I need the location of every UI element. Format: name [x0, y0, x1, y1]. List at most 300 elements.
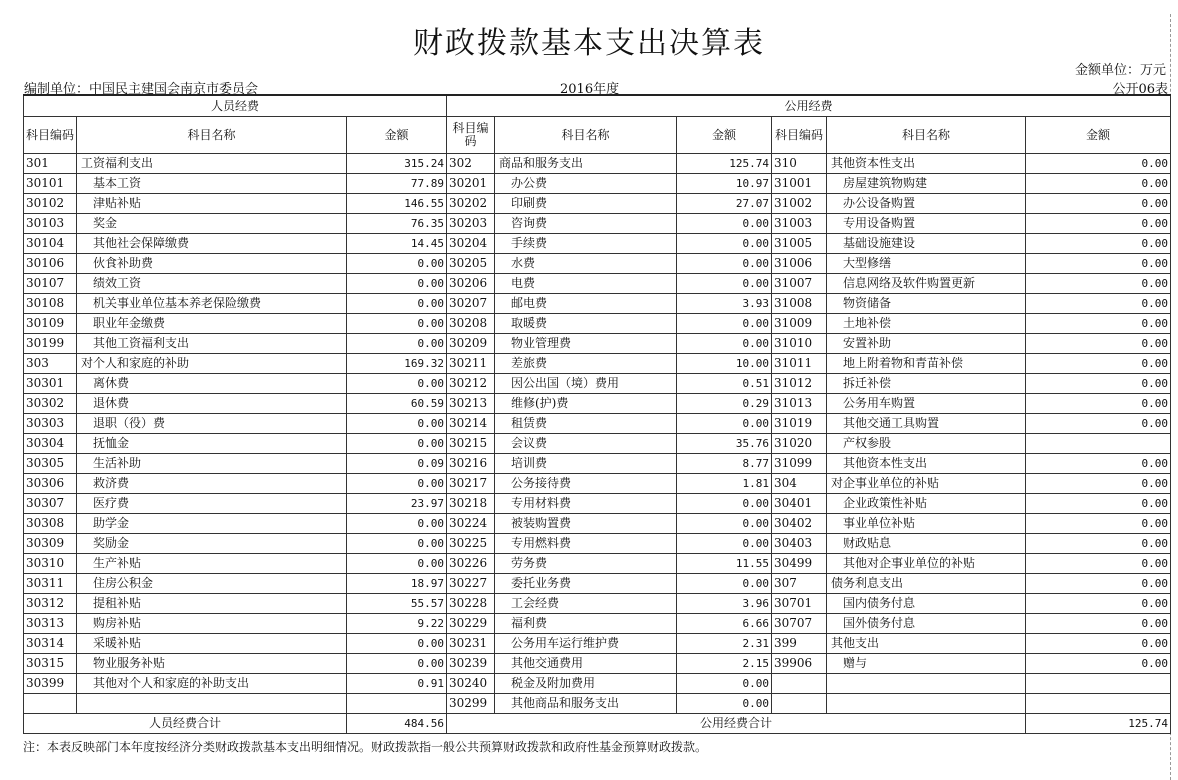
subject-code: 30226	[447, 554, 495, 574]
public-total-label: 公用经费合计	[447, 714, 1026, 734]
amount-value: 0.00	[677, 534, 772, 554]
subject-code: 30209	[447, 334, 495, 354]
amount-value: 0.00	[677, 494, 772, 514]
form-number: 公开06表	[1112, 82, 1168, 97]
subject-name	[827, 674, 1026, 694]
subject-code: 30307	[24, 494, 77, 514]
subject-code: 30199	[24, 334, 77, 354]
organization-label: 编制单位：中国民主建国会南京市委员会	[24, 82, 259, 97]
subject-name: 税金及附加费用	[495, 674, 677, 694]
subject-code: 30206	[447, 274, 495, 294]
subject-name: 财政贴息	[827, 534, 1026, 554]
subject-code: 30103	[24, 214, 77, 234]
amount-value: 0.29	[677, 394, 772, 414]
subject-name: 其他工资福利支出	[77, 334, 347, 354]
subject-code: 31007	[772, 274, 827, 294]
table-row	[24, 274, 1171, 294]
subject-name: 大型修缮	[827, 254, 1026, 274]
subject-code: 30228	[447, 594, 495, 614]
subject-code: 30304	[24, 434, 77, 454]
subject-code	[772, 674, 827, 694]
table-row	[24, 414, 1171, 434]
section-personnel: 人员经费	[24, 95, 447, 117]
subject-code: 30214	[447, 414, 495, 434]
amount-value: 2.15	[677, 654, 772, 674]
subject-name: 其他商品和服务支出	[495, 694, 677, 714]
subject-code: 30216	[447, 454, 495, 474]
amount-value: 0.00	[1026, 634, 1171, 654]
subject-code: 30401	[772, 494, 827, 514]
amount-value: 0.00	[1026, 174, 1171, 194]
subject-name: 对企事业单位的补贴	[827, 474, 1026, 494]
subject-code: 30218	[447, 494, 495, 514]
subject-name: 基础设施建设	[827, 234, 1026, 254]
amount-value	[1026, 674, 1171, 694]
subject-code: 31012	[772, 374, 827, 394]
subject-name: 公务用车运行维护费	[495, 634, 677, 654]
subject-code: 30701	[772, 594, 827, 614]
subject-code: 31020	[772, 434, 827, 454]
amount-value: 0.51	[677, 374, 772, 394]
amount-value: 55.57	[347, 594, 447, 614]
table-row	[24, 554, 1171, 574]
amount-value: 0.00	[677, 334, 772, 354]
subject-name: 水费	[495, 254, 677, 274]
col-header-name: 科目名称	[495, 117, 677, 154]
amount-value: 0.00	[1026, 574, 1171, 594]
subject-code: 31003	[772, 214, 827, 234]
subject-name: 基本工资	[77, 174, 347, 194]
amount-value: 0.00	[1026, 614, 1171, 634]
subject-name: 机关事业单位基本养老保险缴费	[77, 294, 347, 314]
subject-name: 其他社会保障缴费	[77, 234, 347, 254]
amount-value: 9.22	[347, 614, 447, 634]
subject-name: 债务利息支出	[827, 574, 1026, 594]
amount-value: 0.00	[1026, 534, 1171, 554]
subject-name: 租赁费	[495, 414, 677, 434]
subject-code: 30403	[772, 534, 827, 554]
table-row	[24, 534, 1171, 554]
subject-name: 差旅费	[495, 354, 677, 374]
subject-name: 奖金	[77, 214, 347, 234]
subject-name: 工资福利支出	[77, 154, 347, 174]
subject-name: 赠与	[827, 654, 1026, 674]
col-header-name: 科目名称	[827, 117, 1026, 154]
subject-name: 因公出国（境）费用	[495, 374, 677, 394]
subject-name: 土地补偿	[827, 314, 1026, 334]
table-row	[24, 654, 1171, 674]
subject-code: 30231	[447, 634, 495, 654]
subject-code: 302	[447, 154, 495, 174]
subject-code: 31099	[772, 454, 827, 474]
table-row	[24, 154, 1171, 174]
subject-name: 其他交通工具购置	[827, 414, 1026, 434]
col-header-amount: 金额	[1026, 117, 1171, 154]
subject-code: 30207	[447, 294, 495, 314]
subject-code: 30306	[24, 474, 77, 494]
amount-value: 11.55	[677, 554, 772, 574]
subject-code: 30225	[447, 534, 495, 554]
footnote: 注：本表反映部门本年度按经济分类财政拨款基本支出明细情况。财政拨款指一般公共预算财政拨款和政府性基金预算财政拨款。	[23, 740, 708, 754]
amount-value: 8.77	[677, 454, 772, 474]
subject-name: 印刷费	[495, 194, 677, 214]
amount-value: 0.00	[677, 574, 772, 594]
amount-value: 0.00	[677, 274, 772, 294]
amount-value	[1026, 694, 1171, 714]
subject-name: 其他支出	[827, 634, 1026, 654]
amount-value: 0.00	[677, 234, 772, 254]
subject-name: 工会经费	[495, 594, 677, 614]
subject-name: 退职（役）费	[77, 414, 347, 434]
subject-name: 咨询费	[495, 214, 677, 234]
subject-name: 其他对个人和家庭的补助支出	[77, 674, 347, 694]
subject-name: 邮电费	[495, 294, 677, 314]
amount-value: 0.00	[1026, 414, 1171, 434]
subject-name: 采暖补贴	[77, 634, 347, 654]
subject-name: 其他资本性支出	[827, 154, 1026, 174]
table-row	[24, 194, 1171, 214]
amount-value: 0.00	[347, 534, 447, 554]
subject-name: 其他资本性支出	[827, 454, 1026, 474]
subject-code: 30312	[24, 594, 77, 614]
subject-name: 其他交通费用	[495, 654, 677, 674]
subject-name: 物业管理费	[495, 334, 677, 354]
subject-code: 30311	[24, 574, 77, 594]
subject-code: 310	[772, 154, 827, 174]
amount-value: 0.00	[347, 634, 447, 654]
subject-name: 国内债务付息	[827, 594, 1026, 614]
amount-value: 0.00	[347, 374, 447, 394]
subject-code: 30309	[24, 534, 77, 554]
amount-value: 0.00	[1026, 494, 1171, 514]
amount-value: 0.00	[1026, 294, 1171, 314]
subject-code: 30707	[772, 614, 827, 634]
subject-code: 304	[772, 474, 827, 494]
subject-code: 30402	[772, 514, 827, 534]
table-row	[24, 494, 1171, 514]
subject-name: 办公设备购置	[827, 194, 1026, 214]
subject-name: 奖励金	[77, 534, 347, 554]
subject-code: 30217	[447, 474, 495, 494]
amount-value: 0.00	[677, 254, 772, 274]
amount-value: 146.55	[347, 194, 447, 214]
page-title: 财政拨款基本支出决算表	[413, 26, 765, 61]
subject-code: 30208	[447, 314, 495, 334]
subject-code: 303	[24, 354, 77, 374]
subject-code: 30204	[447, 234, 495, 254]
table-row	[24, 514, 1171, 534]
amount-value: 23.97	[347, 494, 447, 514]
amount-value: 10.97	[677, 174, 772, 194]
amount-value: 0.00	[1026, 474, 1171, 494]
subject-code: 30213	[447, 394, 495, 414]
table-row	[24, 294, 1171, 314]
subject-code	[24, 694, 77, 714]
amount-value: 0.00	[347, 314, 447, 334]
expenditure-table	[23, 94, 1171, 734]
subject-code: 307	[772, 574, 827, 594]
amount-value: 169.32	[347, 354, 447, 374]
subject-name: 提租补贴	[77, 594, 347, 614]
subject-name: 生活补助	[77, 454, 347, 474]
amount-value: 3.96	[677, 594, 772, 614]
subject-name: 房屋建筑物购建	[827, 174, 1026, 194]
subject-code: 30302	[24, 394, 77, 414]
amount-value: 27.07	[677, 194, 772, 214]
subject-name	[77, 694, 347, 714]
subject-code: 30315	[24, 654, 77, 674]
subject-code: 31019	[772, 414, 827, 434]
subject-name: 电费	[495, 274, 677, 294]
subject-code: 30314	[24, 634, 77, 654]
table-row	[24, 354, 1171, 374]
subject-name: 公务接待费	[495, 474, 677, 494]
amount-value: 0.00	[1026, 514, 1171, 534]
subject-code: 30240	[447, 674, 495, 694]
subject-name: 津贴补贴	[77, 194, 347, 214]
amount-value: 0.00	[1026, 194, 1171, 214]
amount-value: 0.00	[1026, 374, 1171, 394]
col-header-name: 科目名称	[77, 117, 347, 154]
subject-name: 伙食补助费	[77, 254, 347, 274]
subject-code: 30106	[24, 254, 77, 274]
amount-value: 0.00	[347, 654, 447, 674]
subject-name: 取暖费	[495, 314, 677, 334]
subject-name: 对个人和家庭的补助	[77, 354, 347, 374]
amount-value	[347, 694, 447, 714]
table-row	[24, 334, 1171, 354]
table-row	[24, 474, 1171, 494]
subject-name: 被装购置费	[495, 514, 677, 534]
subject-code: 30215	[447, 434, 495, 454]
subject-name: 救济费	[77, 474, 347, 494]
amount-value: 0.91	[347, 674, 447, 694]
table-row	[24, 174, 1171, 194]
amount-value: 0.00	[347, 254, 447, 274]
subject-code: 30229	[447, 614, 495, 634]
subject-code: 31001	[772, 174, 827, 194]
subject-name: 信息网络及软件购置更新	[827, 274, 1026, 294]
amount-value: 35.76	[677, 434, 772, 454]
subject-code: 399	[772, 634, 827, 654]
amount-value: 0.00	[1026, 254, 1171, 274]
amount-value: 0.00	[1026, 354, 1171, 374]
subject-code: 30211	[447, 354, 495, 374]
subject-code: 30224	[447, 514, 495, 534]
amount-value: 0.00	[1026, 654, 1171, 674]
subject-code: 31008	[772, 294, 827, 314]
col-header-code: 科目编码	[772, 117, 827, 154]
amount-value: 60.59	[347, 394, 447, 414]
amount-value: 315.24	[347, 154, 447, 174]
amount-value: 125.74	[677, 154, 772, 174]
subject-code: 30203	[447, 214, 495, 234]
subject-code: 30104	[24, 234, 77, 254]
subject-name: 商品和服务支出	[495, 154, 677, 174]
table-row	[24, 434, 1171, 454]
amount-value: 14.45	[347, 234, 447, 254]
col-header-amount: 金额	[347, 117, 447, 154]
amount-value: 0.00	[1026, 154, 1171, 174]
amount-value: 0.00	[1026, 274, 1171, 294]
subject-name: 离休费	[77, 374, 347, 394]
subject-name: 国外债务付息	[827, 614, 1026, 634]
section-header-row	[24, 95, 1171, 117]
subject-name: 办公费	[495, 174, 677, 194]
table-row	[24, 454, 1171, 474]
subject-name: 产权参股	[827, 434, 1026, 454]
totals-row	[24, 714, 1171, 734]
table-row	[24, 214, 1171, 234]
subject-name: 绩效工资	[77, 274, 347, 294]
subject-code: 30101	[24, 174, 77, 194]
amount-value: 10.00	[677, 354, 772, 374]
table-row	[24, 314, 1171, 334]
subject-code: 30399	[24, 674, 77, 694]
amount-value: 6.66	[677, 614, 772, 634]
subject-code: 30303	[24, 414, 77, 434]
subject-name: 职业年金缴费	[77, 314, 347, 334]
subject-code: 30201	[447, 174, 495, 194]
subject-name: 企业政策性补贴	[827, 494, 1026, 514]
subject-name: 专用材料费	[495, 494, 677, 514]
subject-code: 30227	[447, 574, 495, 594]
table-row	[24, 614, 1171, 634]
amount-value: 0.00	[1026, 214, 1171, 234]
subject-name: 事业单位补贴	[827, 514, 1026, 534]
subject-code: 30499	[772, 554, 827, 574]
col-header-code: 科目编码	[447, 117, 495, 154]
subject-name: 地上附着物和青苗补偿	[827, 354, 1026, 374]
table-row	[24, 574, 1171, 594]
subject-code: 30301	[24, 374, 77, 394]
table-row	[24, 234, 1171, 254]
amount-value: 0.00	[1026, 394, 1171, 414]
amount-value: 0.00	[677, 694, 772, 714]
amount-value: 0.00	[347, 414, 447, 434]
amount-value: 0.00	[677, 674, 772, 694]
col-header-code: 科目编码	[24, 117, 77, 154]
subject-name: 专用燃料费	[495, 534, 677, 554]
amount-value: 0.00	[1026, 554, 1171, 574]
column-header-row	[24, 117, 1171, 154]
amount-value: 0.00	[1026, 314, 1171, 334]
personnel-total-amount: 484.56	[347, 714, 447, 734]
subject-code: 31010	[772, 334, 827, 354]
personnel-total-label: 人员经费合计	[24, 714, 347, 734]
amount-value: 0.00	[347, 274, 447, 294]
subject-name: 委托业务费	[495, 574, 677, 594]
subject-code: 301	[24, 154, 77, 174]
amount-value: 1.81	[677, 474, 772, 494]
subject-name: 其他对企事业单位的补贴	[827, 554, 1026, 574]
subject-code: 31009	[772, 314, 827, 334]
subject-code: 39906	[772, 654, 827, 674]
table-row	[24, 394, 1171, 414]
subject-name: 购房补贴	[77, 614, 347, 634]
amount-value: 0.09	[347, 454, 447, 474]
amount-value: 0.00	[1026, 234, 1171, 254]
subject-code: 30107	[24, 274, 77, 294]
amount-value: 77.89	[347, 174, 447, 194]
amount-value: 0.00	[677, 314, 772, 334]
subject-name: 会议费	[495, 434, 677, 454]
public-total-amount: 125.74	[1026, 714, 1171, 734]
table-row	[24, 594, 1171, 614]
subject-name: 手续费	[495, 234, 677, 254]
amount-unit-label: 金额单位：万元	[1074, 63, 1166, 78]
amount-value: 0.00	[347, 434, 447, 454]
subject-code	[772, 694, 827, 714]
subject-code: 30109	[24, 314, 77, 334]
table-row	[24, 254, 1171, 274]
amount-value: 0.00	[347, 514, 447, 534]
amount-value: 18.97	[347, 574, 447, 594]
subject-name	[827, 694, 1026, 714]
amount-value: 0.00	[1026, 334, 1171, 354]
subject-name: 抚恤金	[77, 434, 347, 454]
amount-value: 0.00	[347, 474, 447, 494]
section-public: 公用经费	[447, 95, 1171, 117]
col-header-amount: 金额	[677, 117, 772, 154]
subject-code: 31005	[772, 234, 827, 254]
table-row	[24, 374, 1171, 394]
amount-value: 3.93	[677, 294, 772, 314]
subject-name: 医疗费	[77, 494, 347, 514]
amount-value	[1026, 434, 1171, 454]
subject-code: 30212	[447, 374, 495, 394]
table-body	[24, 154, 1171, 714]
subject-code: 30310	[24, 554, 77, 574]
subject-name: 生产补贴	[77, 554, 347, 574]
table-row	[24, 694, 1171, 714]
amount-value: 2.31	[677, 634, 772, 654]
subject-code: 31011	[772, 354, 827, 374]
subject-code: 30205	[447, 254, 495, 274]
amount-value: 0.00	[347, 294, 447, 314]
table-row	[24, 634, 1171, 654]
subject-name: 培训费	[495, 454, 677, 474]
subject-name: 维修(护)费	[495, 394, 677, 414]
subject-name: 专用设备购置	[827, 214, 1026, 234]
table-row	[24, 674, 1171, 694]
fiscal-year-label: 2016年度	[560, 82, 620, 97]
subject-code: 30102	[24, 194, 77, 214]
subject-code: 31002	[772, 194, 827, 214]
subject-name: 安置补助	[827, 334, 1026, 354]
subject-code: 31013	[772, 394, 827, 414]
amount-value: 0.00	[677, 414, 772, 434]
amount-value: 76.35	[347, 214, 447, 234]
subject-code: 30202	[447, 194, 495, 214]
amount-value: 0.00	[347, 554, 447, 574]
amount-value: 0.00	[347, 334, 447, 354]
subject-code: 30299	[447, 694, 495, 714]
subject-code: 31006	[772, 254, 827, 274]
subject-name: 助学金	[77, 514, 347, 534]
subject-name: 拆迁补偿	[827, 374, 1026, 394]
amount-value: 0.00	[677, 214, 772, 234]
subject-name: 劳务费	[495, 554, 677, 574]
subject-code: 30239	[447, 654, 495, 674]
amount-value: 0.00	[677, 514, 772, 534]
subject-code: 30108	[24, 294, 77, 314]
subject-name: 物资储备	[827, 294, 1026, 314]
subject-name: 物业服务补贴	[77, 654, 347, 674]
subject-name: 公务用车购置	[827, 394, 1026, 414]
amount-value: 0.00	[1026, 454, 1171, 474]
subject-code: 30305	[24, 454, 77, 474]
